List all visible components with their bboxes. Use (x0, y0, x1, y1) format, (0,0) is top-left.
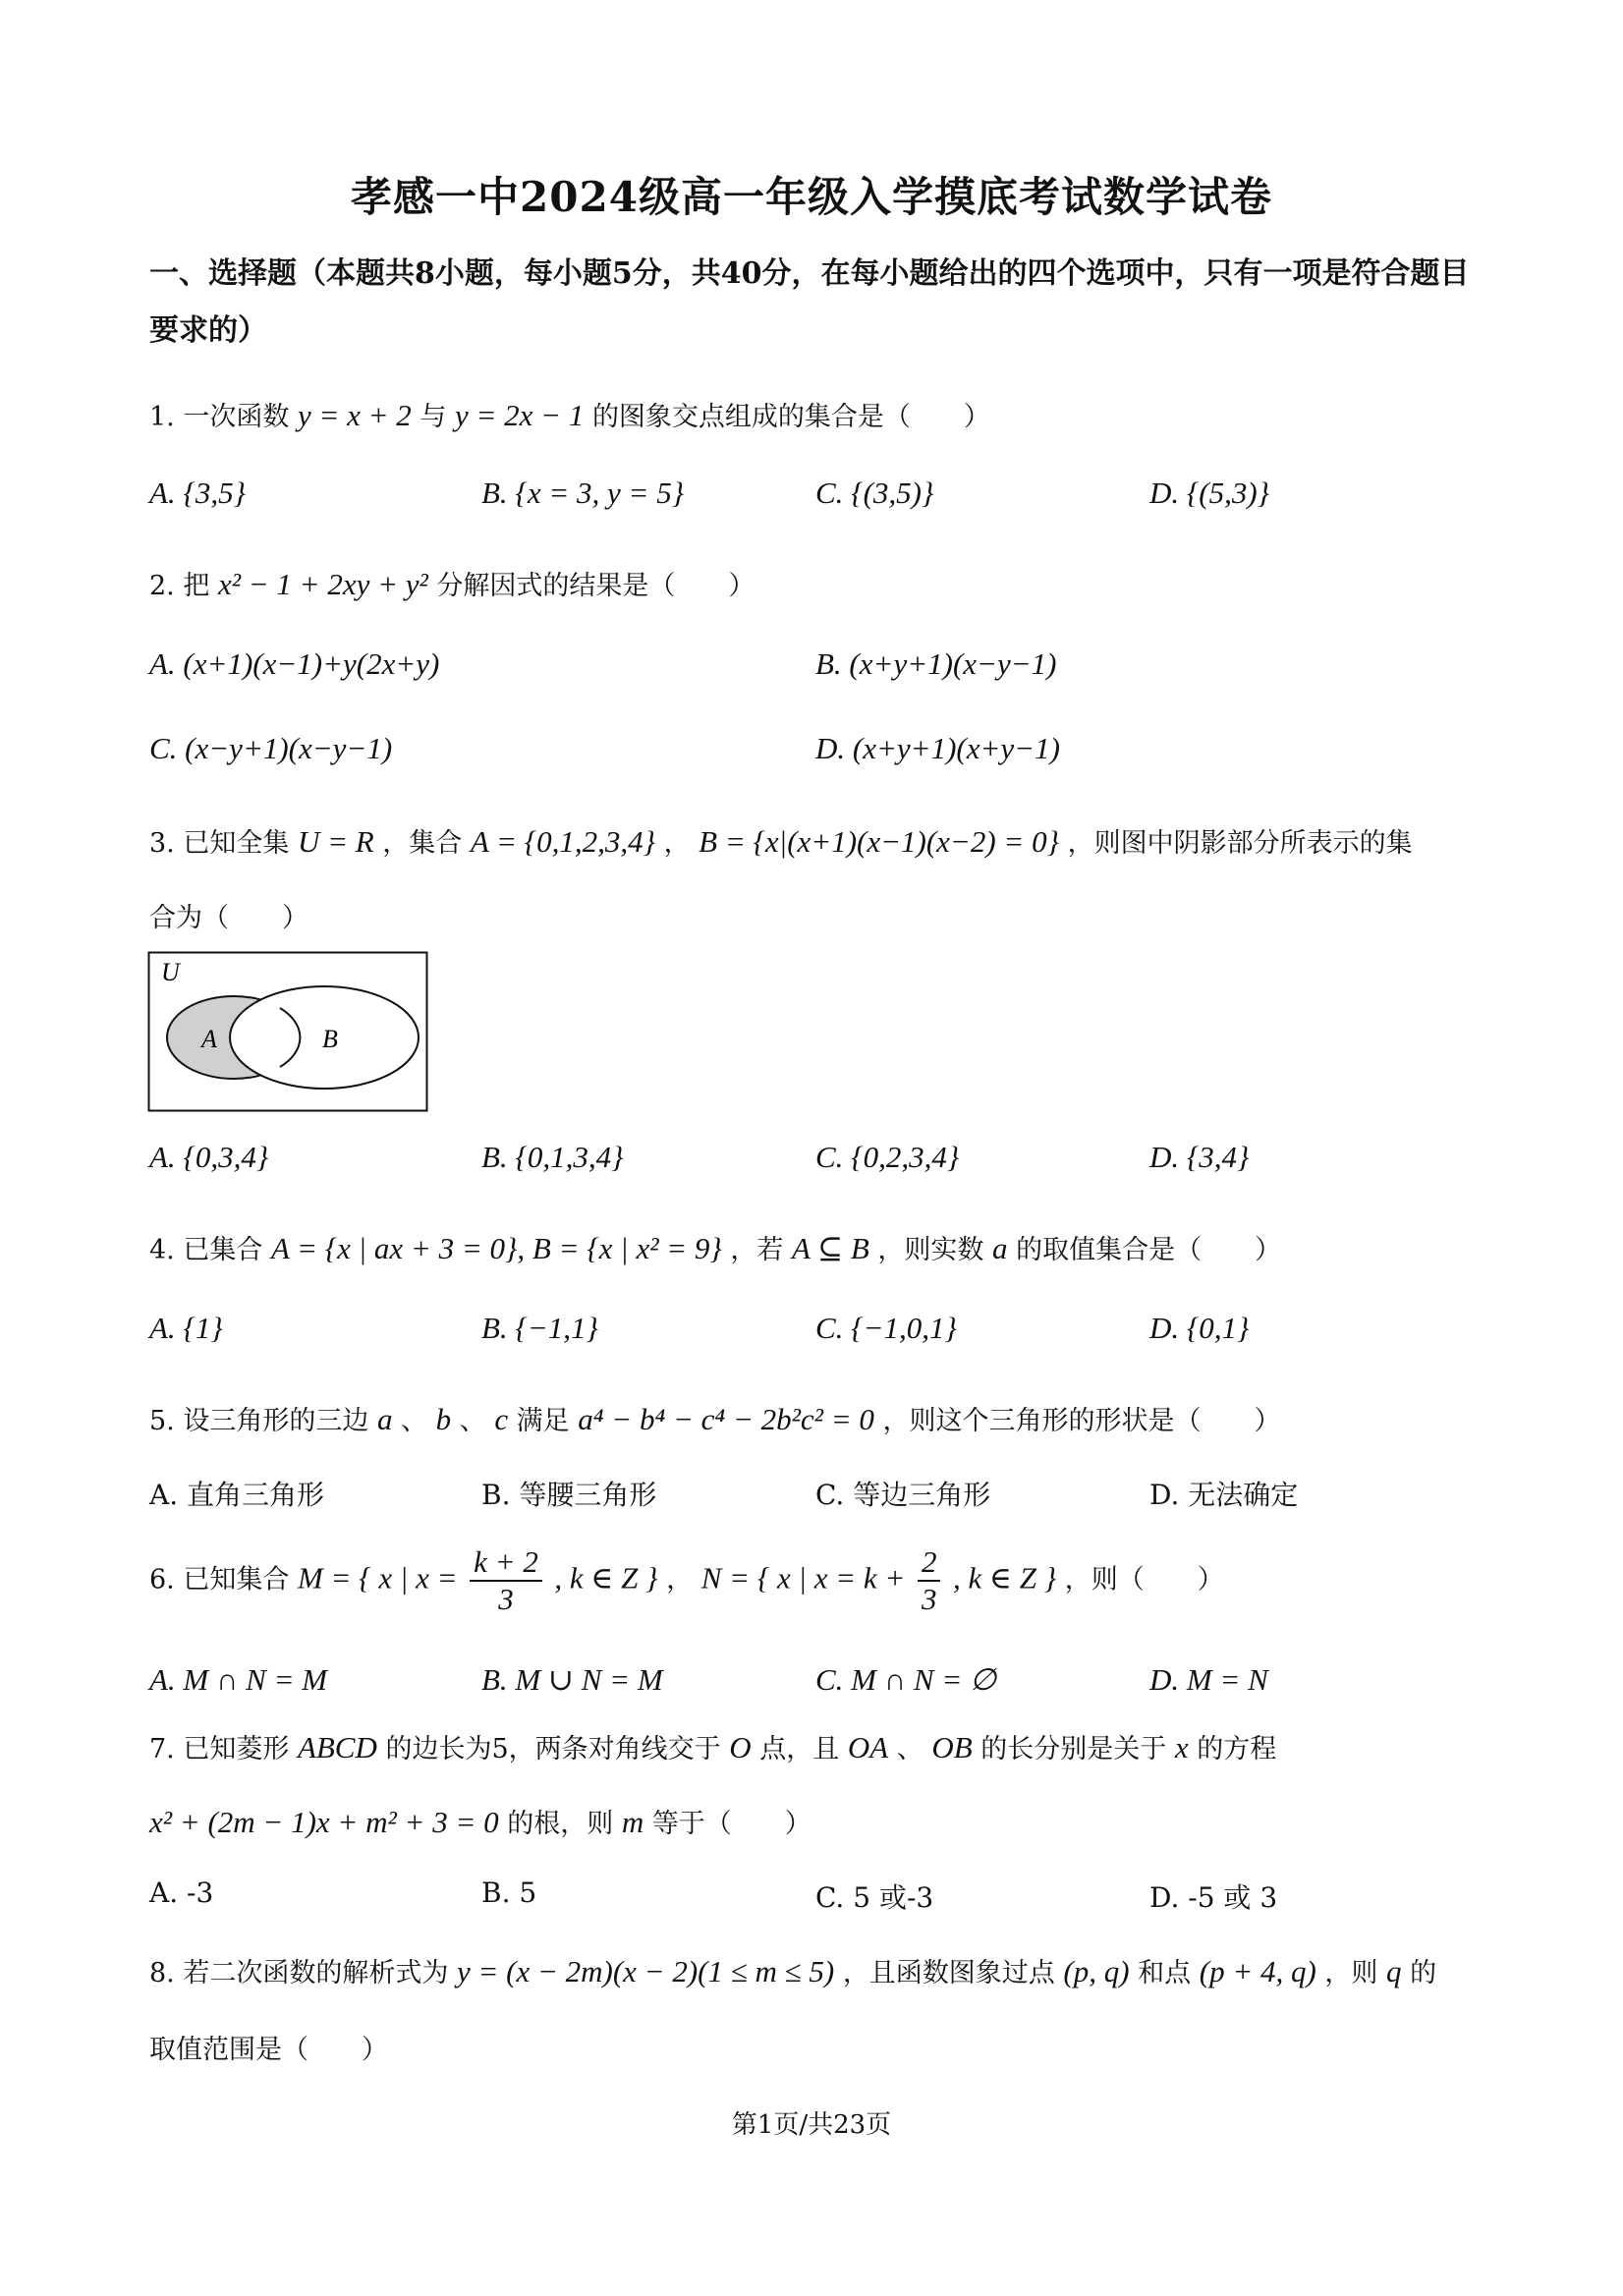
q2-option-b[interactable]: B. (x+y+1)(x−y−1) (815, 646, 1057, 681)
q1-option-a[interactable]: A. {3,5} (149, 476, 246, 510)
question-1: 1. 一次函数 y = x + 2 与 y = 2x − 1 的图象交点组成的集合是（ ） (149, 398, 990, 432)
q7-option-d[interactable]: D. -5 或 3 (1149, 1881, 1278, 1914)
q6-option-d[interactable]: D. M = N (1149, 1662, 1268, 1697)
question-3: 3. 已知全集 U = R ，集合 A = {0,1,2,3,4} ， B = {x|(x+1)(x−1)(x−2) = 0} ，则图中阴影部分所表示的集 (149, 824, 1413, 859)
q5-option-c[interactable]: C. 等边三角形 (815, 1479, 991, 1511)
q3-option-a[interactable]: A. {0,3,4} (149, 1140, 269, 1174)
q5-option-b[interactable]: B. 等腰三角形 (481, 1479, 657, 1511)
q3-option-c[interactable]: C. {0,2,3,4} (815, 1140, 960, 1174)
q4-option-d[interactable]: D. {0,1} (1149, 1311, 1250, 1345)
q2-option-d[interactable]: D. (x+y+1)(x+y−1) (815, 731, 1060, 765)
venn-label-u: U (161, 958, 180, 986)
question-5: 5. 设三角形的三边 a 、 b 、 c 满足 a⁴ − b⁴ − c⁴ − 2b²c² = 0 ，则这个三角形的形状是（ ） (149, 1402, 1281, 1436)
q4-option-b[interactable]: B. {−1,1} (481, 1311, 598, 1345)
question-7: 7. 已知菱形 ABCD 的边长为5，两条对角线交于 O 点，且 OA 、 OB 的长分别是关于 x 的方程 (149, 1730, 1277, 1764)
q6-option-c[interactable]: C. M ∩ N = ∅ (815, 1662, 996, 1697)
question-3-cont: 合为（ ） (149, 903, 308, 933)
page-title: 孝感一中2024级高一年级入学摸底考试数学试卷 (351, 173, 1272, 221)
q1-option-d[interactable]: D. {(5,3)} (1149, 476, 1270, 510)
q6-option-b[interactable]: B. M ∪ N = M (481, 1662, 663, 1697)
q6-option-a[interactable]: A. M ∩ N = M (149, 1662, 328, 1697)
q5-option-a[interactable]: A. 直角三角形 (149, 1479, 325, 1511)
q3-option-b[interactable]: B. {0,1,3,4} (481, 1140, 624, 1174)
q1-option-b[interactable]: B. {x = 3, y = 5} (481, 476, 685, 510)
question-7-cont: x² + (2m − 1)x + m² + 3 = 0 的根，则 m 等于（ ） (149, 1805, 812, 1839)
q5-option-d[interactable]: D. 无法确定 (1149, 1479, 1299, 1511)
page-number: 第1页/共23页 (731, 2110, 892, 2140)
q3-option-d[interactable]: D. {3,4} (1149, 1140, 1250, 1174)
q2-option-c[interactable]: C. (x−y+1)(x−y−1) (149, 731, 393, 765)
question-8-cont: 取值范围是（ ） (149, 2035, 388, 2065)
question-8: 8. 若二次函数的解析式为 y = (x − 2m)(x − 2)(1 ≤ m ≤ 5) ，且函数图象过点 (p, q) 和点 (p + 4, q) ，则 q 的 (149, 1954, 1437, 1988)
q7-option-b[interactable]: B. 5 (481, 1876, 537, 1909)
q4-option-a[interactable]: A. {1} (149, 1311, 223, 1345)
fraction-1: $\frac{k + 2}{3}$ (470, 1544, 542, 1617)
q7-option-c[interactable]: C. 5 或-3 (815, 1881, 934, 1914)
question-4: 4. 已集合 A = {x | ax + 3 = 0}, B = {x | x² = 9} ，若 A ⊆ B ，则实数 a 的取值集合是（ ） (149, 1231, 1282, 1265)
fraction-2: $\frac{2}{3}$ (918, 1544, 941, 1617)
q4-option-c[interactable]: C. {−1,0,1} (815, 1311, 957, 1345)
venn-diagram (147, 951, 428, 1112)
q2-option-a[interactable]: A. (x+1)(x−1)+y(2x+y) (149, 646, 440, 681)
q1-option-c[interactable]: C. {(3,5)} (815, 476, 934, 510)
section-heading: 一、选择题（本题共8小题，每小题5分，共40分，在每小题给出的四个选项中，只有一项是符合题目要求的） (149, 256, 1470, 348)
question-6: 6. 已知集合 M = { x | x = $\frac{k + 2}{3}$ , k ∈ Z } ， N = { x | x = k + $\frac{2}{3}$ , k ∈ Z } ，则（ ） (149, 1544, 1224, 1616)
question-2: 2. 把 x² − 1 + 2xy + y² 分解因式的结果是（ ） (149, 567, 756, 601)
venn-label-b: B (322, 1025, 338, 1053)
venn-label-a: A (201, 1025, 217, 1053)
q7-option-a[interactable]: A. -3 (149, 1876, 214, 1909)
